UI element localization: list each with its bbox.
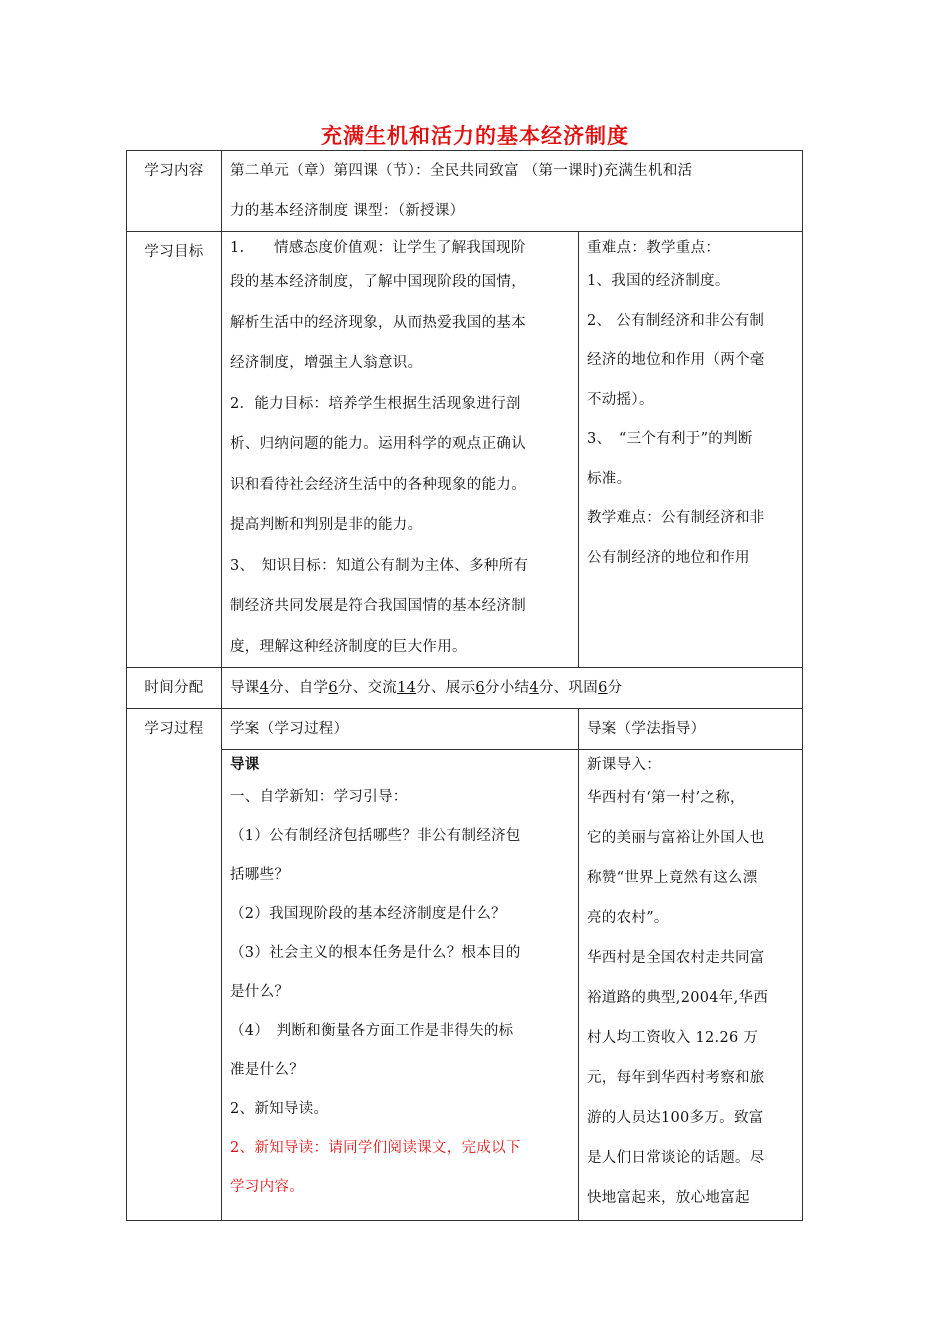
- goal-line: 1. 情感态度价值观：让学生了解我国现阶: [230, 240, 526, 256]
- plan-line: 准是什么？: [230, 1062, 304, 1078]
- goal-line: 析、归纳问题的能力。运用科学的观点正确认: [230, 436, 526, 452]
- plan-line: 一、自学新知：学习引导：: [230, 789, 408, 805]
- time-part-unit: 分: [607, 680, 623, 696]
- time-part-unit: 分、: [337, 680, 368, 696]
- guide-line: 华西村有‘第一村’之称，: [587, 790, 745, 806]
- key-point-line: 2、 公有制经济和非公有制: [587, 312, 765, 329]
- guide-line: 村人均工资收入 12.26 万: [587, 1030, 759, 1046]
- plan-line: （3）社会主义的根本任务是什么？根本目的: [230, 945, 521, 961]
- guide-line: 它的美丽与富裕让外国人也: [587, 830, 765, 846]
- goal-line: 解析生活中的经济现象，从而热爱我国的基本: [230, 314, 526, 331]
- row-process-header: [127, 709, 803, 750]
- key-point-line: 教学难点：公有制经济和非: [587, 510, 765, 526]
- time-part-unit: 分、: [416, 680, 446, 696]
- goal-line: 识和看待社会经济生活中的各种现象的能力。: [230, 476, 526, 493]
- time-part-name: 交流: [367, 680, 398, 696]
- plan-red-line: 学习内容。: [230, 1179, 304, 1195]
- row-time-allocation: [127, 668, 803, 709]
- goal-line: 2．能力目标：培养学生根据生活现象进行剖: [230, 395, 521, 412]
- key-point-line: 不动摇）。: [587, 391, 654, 408]
- guide-line: 是人们日常谈论的话题。尽: [587, 1150, 765, 1166]
- guide-body: [579, 750, 803, 1221]
- guide-line: 快地富起来，放心地富起: [587, 1190, 750, 1206]
- time-part-name: 导课: [230, 680, 260, 696]
- time-part-minutes: 6: [475, 680, 485, 696]
- guide-column-header: 导案（学法指导）: [579, 709, 803, 750]
- time-part-minutes: 14: [397, 680, 417, 696]
- plan-line: （2）我国现阶段的基本经济制度是什么？: [230, 906, 506, 922]
- key-point-line: 重难点：教学重点：: [587, 240, 721, 256]
- time-part-name: 展示: [445, 680, 476, 696]
- time-part-name: 巩固: [568, 680, 599, 696]
- plan-line: 2、新知导读。: [230, 1101, 329, 1117]
- label-time-allocation: 时间分配: [127, 668, 222, 709]
- label-learning-process: 学习过程: [127, 709, 222, 1221]
- plan-line: （1）公有制经济包括哪些？非公有制经济包: [230, 828, 521, 844]
- key-point-line: 3、 “三个有利于”的判断: [587, 431, 753, 447]
- goal-line: 段的基本经济制度，了解中国现阶段的国情，: [230, 274, 526, 290]
- key-point-line: 1、我国的经济制度。: [587, 273, 730, 289]
- time-part-minutes: 4: [529, 680, 539, 696]
- time-part-unit: 分、: [269, 680, 299, 696]
- plan-column-header: 学案（学习过程）: [222, 709, 579, 750]
- row-learning-goals: [127, 232, 803, 668]
- time-part-minutes: 4: [259, 680, 270, 696]
- learning-content-text: [222, 151, 803, 232]
- guide-line: 亮的农村”。: [587, 910, 669, 926]
- guide-line: 称赞“世界上竟然有这么漂: [587, 870, 758, 886]
- plan-body: [222, 750, 579, 1221]
- plan-heading: 导课: [230, 757, 260, 773]
- guide-line: 新课导入：: [587, 757, 661, 773]
- time-part-minutes: 6: [598, 680, 608, 696]
- plan-line: （4） 判断和衡量各方面工作是非得失的标: [230, 1023, 514, 1039]
- content-line: 力的基本经济制度 课型：（新授课）: [230, 203, 465, 219]
- goal-line: 提高判断和判别是非的能力。: [230, 517, 423, 533]
- guide-line: 裕道路的典型,2004年,华西: [587, 990, 769, 1006]
- guide-line: 元，每年到华西村考察和旅: [587, 1070, 765, 1086]
- time-part-name: 自学: [298, 680, 329, 696]
- time-part-minutes: 6: [328, 680, 338, 696]
- guide-line: 游的人员达100多万。致富: [587, 1110, 764, 1126]
- label-learning-goals: 学习目标: [127, 232, 222, 668]
- goals-objectives: [222, 232, 579, 668]
- content-line: 第二单元（章）第四课（节）：全民共同致富 （第一课时)充满生机和活: [230, 163, 693, 179]
- time-part-name: 小结: [499, 680, 530, 696]
- document-title: 充满生机和活力的基本经济制度: [321, 124, 629, 148]
- goal-line: 经济制度，增强主人翁意识。: [230, 355, 423, 371]
- goal-line: 度，理解这种经济制度的巨大作用。: [230, 638, 467, 655]
- plan-line: 是什么？: [230, 984, 290, 1000]
- plan-red-line: 2、新知导读：请同学们阅读课文，完成以下: [230, 1140, 521, 1156]
- guide-line: 华西村是全国农村走共同富: [587, 950, 765, 966]
- row-learning-content: [127, 151, 803, 232]
- lesson-plan-table: [126, 150, 803, 1221]
- time-allocation-text: [222, 668, 803, 709]
- label-learning-content: 学习内容: [127, 151, 222, 232]
- time-part-unit: 分: [484, 680, 500, 696]
- key-point-line: 标准。: [587, 470, 632, 487]
- goals-key-points: [579, 232, 803, 668]
- key-point-line: 经济的地位和作用（两个毫: [587, 352, 765, 368]
- time-part-unit: 分、: [538, 680, 569, 696]
- goal-line: 3、 知识目标：知道公有制为主体、多种所有: [230, 557, 529, 574]
- row-process-body: [127, 750, 803, 1221]
- goal-line: 制经济共同发展是符合我国国情的基本经济制: [230, 598, 526, 614]
- key-point-line: 公有制经济的地位和作用: [587, 549, 750, 566]
- plan-line: 括哪些？: [230, 867, 290, 883]
